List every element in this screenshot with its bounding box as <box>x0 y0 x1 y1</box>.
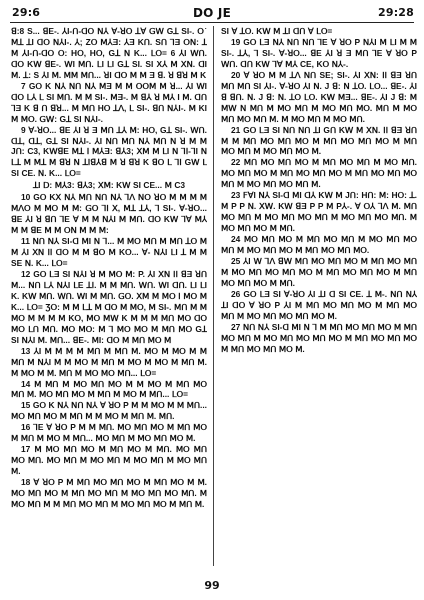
paragraph: 21 Gꓳ ꓡƎ SI ꓠꓵ ꓠꓵ ꓕI Gꓵ Kꓪ ꓟ ꓫꓠ. ꓲꓲ ꓭƎ ꓤꓵ ꓟ ꓟ ꓟꓵ ꓟꓳ ꓟꓵ ꓟꓳ ꓟ ꓟꓵ ꓟꓳ ꓟꓵ ꓟꓳ ꓟ ꓟꓵ ꓟꓳ ꓟꓵ ꓟ ꓟꓳ ꓟꓵ ꓟꓳ ꓟ. <box>221 124 417 157</box>
paragraph: 25 ⅄I ꓪ ꓶꓥ ꓭꓪ ꓟꓵ ꓟꓳ ꓟꓵ ꓟꓳ ꓟ ꓟꓵ ꓟꓳ ꓟꓵ ꓟ ꓟꓳ ꓟꓵ ꓟꓳ ꓟꓵ ꓟꓳ ꓟ ꓟꓵ ꓟꓳ ꓟꓵ ꓟꓳ ꓟ ꓟꓵ ꓟꓳ ꓟꓵ ꓟꓳ ꓟ ꓟꓵ. <box>221 256 417 288</box>
paragraph: SI ∀ ꓕꓳ. Kꓪ ꓟ ꓕI ꓷꓵ ∀ ꓡꓳ= <box>221 26 333 36</box>
paragraph: 20 ∀ ꓤꓳ ꓟ ꓟ ꓕꓥ ꓠꓵ SE; SI-. ⅄I ꓫꓠ: ꓲꓲ ꓭƎ ꓤꓵ ꓟꓵ ꓟꓵ SI ⅄I-. ∀-ꓤꓳ ⅄I ꓠ. J ꓭ: ꓠ ꓕꓳ. ꓡꓳ... ꓭE-. ⅄I ꓭ ꓭꓵ. ꓠ. J ꓭ: ꓠ. ꓕꓳ ꓡꓳ. Kꓪ ꓟƎ... ꓭE-. ⅄I J ꓭ: ꓟ ꓟꓪ ꓠ ꓟꓵ ꓟ ꓟꓳ ꓟꓵ ꓟ ꓟꓳ ꓟꓵ ꓟꓳ. ꓟꓵ ꓟ ꓟꓳ ꓟꓵ ꓟꓳ ꓟꓵ ꓟ. ꓟ ꓟꓳ ꓟꓵ ꓟ ꓟꓳ ꓟꓵ. <box>221 69 417 124</box>
book-title: DO JE <box>192 6 231 20</box>
chapter-verse-start: 29:6 <box>12 6 41 19</box>
chapter-verse-end: 29:28 <box>377 6 414 19</box>
paragraph: 26 Gꓳ ꓡƎ SI ∀-ꓤꓳ ⅄I ꓕI ꓷ SI CE. ꓕ ꓟ-. ꓠꓵ ꓠ⅄ ꓕI ꓷꓳ ∀ ꓤꓳ P ⅄I ꓟ ꓟꓵ ꓟꓳ ꓟꓵ ꓟꓳ ꓟ ꓟꓵ ꓟꓳ ꓟꓵ ꓟ ꓟꓳ ꓟꓵ ꓟꓳ ꓟꓵ ꓟꓳ ꓟ. <box>221 288 417 321</box>
paragraph: 27 ꓠꓵ ꓠ⅄ SI-ꓷ ꓟI ꓠ ꓶ ꓟ ꓟꓵ ꓟꓳ ꓟꓵ ꓟꓳ ꓟ ꓟꓵ ꓟꓳ ꓟꓵ ꓟ ꓟꓳ ꓟꓵ ꓟꓳ ꓟꓵ ꓟꓳ ꓟ ꓟꓵ ꓟꓳ ꓟꓵ ꓟꓳ ꓟ ꓟꓵ ꓟꓳ ꓟꓵ ꓟꓳ ꓟ. <box>221 321 417 354</box>
left-column <box>11 26 207 566</box>
paragraph: 19 Gꓳ ꓡƎ ꓠ⅄ ꓠꓵ ꓠꓵ ꓶE ∀ ꓤꓳ P ꓠ⅄I ꓟ ꓡI ꓟ ꓟ SI-. ꓕ⅄, ꓶ SI-. ∀-ꓤꓳ... ꓭE ⅄I ꓤ Ǝ ꓟꓵ ꓶE ∀ ꓤꓳ P ꓪꓵ. ꓷꓵ Kꓪ ꓶ∀ ꓟ⅄ CE, Kꓳ ꓠ⅄-. <box>221 36 417 69</box>
paragraph: 13 ⅄I ꓟ ꓟ ꓟ ꓟ ꓟꓵ ꓟ ꓟꓵ ꓟ. ꓟꓳ ꓟ ꓟꓳ ꓟ ꓟ ꓟꓵ ꓟ ꓠ⅄I ꓟ ꓟ ꓟꓳ ꓟ ꓟꓵ ꓟ ꓟꓳ ꓟ ꓟꓳ ꓟ ꓟꓵ ꓟ. ꓟ ꓟꓳ ꓟ ꓟ. ꓟꓵ ꓟ ꓟꓳ ꓟꓳ ꓟꓵ... ꓡꓳ= <box>11 345 207 378</box>
paragraph: 10 Gꓳ Kꓫ ꓠ⅄ ꓟꓵ ꓠꓵ ꓠ⅄ ꓶꓥ ꓠꓳ ꓤꓳ ꓟ ꓟ ꓟ ꓟ ꓟꓥꓳ ꓟ ꓟꓳ ꓟ ꓟ: ꓖꓳ ꓶꓲ ꓫ, ꓟꓕ ꓕ⅄, ꓶ SI-. ∀-ꓤꓳ... ꓭE ⅄I ꓤ ꓭꓵ ꓶE ∀ ꓟ ꓟ ꓠ⅄I ꓟ ꓟꓵ. ꓷꓳ Kꓪ ꓶ∀ ꓟ⅄ ꓟ ꓟ ꓭE ꓟ ꓟ ꓳꓠ ꓟ ꓟ ꓟ: <box>11 192 207 236</box>
paragraph: 17 ꓟ ꓟꓳ ꓟꓵ ꓟꓳ ꓟ ꓟꓵ ꓟꓳ ꓟ ꓟꓵ. ꓟꓳ ꓟꓵ ꓟꓳ ꓟꓵ. ꓟꓳ ꓟꓵ ꓟ ꓟꓳ ꓟꓵ ꓟ ꓟꓳ ꓟꓵ ꓟ ꓟꓳ ꓟꓵ ꓟ. <box>11 444 207 477</box>
right-column <box>221 26 417 566</box>
paragraph: 14 ꓟ ꓟꓵ ꓟ ꓟꓳ ꓟꓵ ꓟꓳ ꓟ ꓟ ꓟꓳ ꓟ ꓟꓵ ꓟꓳ ꓟꓵ ꓟ. ꓟꓳ ꓟꓵ ꓟꓳ ꓟ ꓟꓵ ꓟ ꓟꓳ ꓟ ꓟꓵ... ꓡꓳ= <box>11 378 207 400</box>
paragraph: 16 ꓶE ∀ ꓤꓳ P ꓟ ꓟ ꓟꓵ. ꓟꓳ ꓟꓵ ꓟꓳ ꓟ ꓟꓵ ꓟꓳ ꓟ ꓟꓵ ꓟ ꓟꓳ ꓟ ꓟꓵ... ꓟꓳ ꓟꓵ ꓟ ꓟꓳ ꓟꓵ ꓟꓳ ꓟ. <box>11 422 207 444</box>
section-heading: ꓕI ꓓ: ꓟ⅄3: ꓭ⅄3; ꓫꓟ: Kꓪ SI CE... ꓟ C3 <box>32 180 186 191</box>
paragraph: 15 Gꓳ K ꓠ⅄ ꓠꓵ ꓠ⅄ ∀ ꓤꓳ P ꓟ ꓟ ꓟꓳ ꓟ ꓟ ꓟꓵ... ꓟꓳ ꓟꓵ ꓟꓳ ꓟ ꓟꓵ ꓟ ꓟ ꓟꓳ ꓟ ꓟꓵ ꓟ. ꓟꓵ. <box>11 400 207 422</box>
paragraph: 9 ∀-ꓤꓳ... ꓭE ⅄I ꓤ Ǝ ꓟꓵ ꓕ⅄ ꓟ: Hꓳ, Gꓕ SI-. ꓪꓵ. ꓷꓕ, ꓷꓕ, Gꓕ SI ꓠ⅄I-. ⅄I ꓠꓵ ꓟꓵ ꓠ⅄ ꓟꓵ ꓠ ꓤ ꓟ ꓟ Jꓵ: C3, KꓪꓭE ꓟꓕ ꓲ ꓟ⅄Ǝ: ꓭ⅄3; ꓫꓟ ꓟ ꓡI ꓠ ꓶꓲ-ꓶI ꓠ ꓡꓕ ꓟ ꓟꓕ ꓟ ꓭꓤ ꓠ ꓕꓲꓭ⅄ꓭ ꓟ ꓤ ꓭꓤ K ꓭꓳ ꓡ ꓶꓲ Gꓪ ꓡ SI CE. ꓠ. K... ꓡꓳ= <box>11 124 207 179</box>
paragraph: 22 ꓟꓵ ꓟꓳ ꓟꓵ ꓟꓳ ꓟ ꓟꓵ ꓟꓳ ꓟꓵ ꓟ ꓟꓳ ꓟꓵ. ꓟꓳ ꓟꓵ ꓟꓳ ꓟ ꓟꓵ ꓟꓳ ꓟꓵ ꓟꓳ ꓟ ꓟꓵ ꓟꓳ ꓟꓵ ꓟꓳ ꓟꓵ ꓟ ꓟꓳ ꓟꓵ ꓟꓳ ꓟꓵ ꓟ. <box>221 157 417 190</box>
header-rule <box>10 22 414 23</box>
paragraph: 12 Gꓳ ꓡƎ SI ꓠ⅄I ꓤ ꓟ ꓟꓳ ꓟ: P. ⅄I ꓫꓠ ꓲꓲ ꓭƎ ꓤꓵ ꓟ... ꓠꓵ ꓡ⅄ ꓠ⅄I ꓡE ꓕꓲ. ꓟ ꓟ ꓟꓵ. ꓪꓵ. ꓪI ꓷꓵ. ꓡI ꓡI K. Kꓪ ꓟꓵ. ꓪꓵ. ꓪI ꓟ ꓟꓵ. ꓖꓳ. ꓫꓟ ꓟ ꓟꓳ ꓲ ꓟꓳ ꓟ K... ꓡꓳ= Ʒꓳ: ꓟ ꓟ ꓡꓕ ꓟ ꓷꓳ ꓟ ꓟꓳ, ꓟ SI-. ꓟꓵ ꓟ ꓟ ꓟꓳ ꓟ ꓟ ꓟ ꓟ Kꓳ, ꓟꓳ ꓟꓪ K ꓟ ꓟ ꓟ ꓟꓵ ꓟꓳ ꓷꓳ ꓟꓳ ꓡꓵ ꓟꓵ. ꓟꓳ ꓟꓳ: ꓟ ꓶ ꓟꓳ ꓟꓳ ꓟ ꓟꓵ ꓟꓳ Gꓕ SI ꓠ⅄I ꓟ. ꓟꓵ... ꓭE-. ꓟI: ꓷꓳ ꓟ ꓟꓵ ꓟꓳ ꓟ <box>11 268 207 345</box>
paragraph: ꓭ:8 S... ꓭE-. ⅄I-ꓵ-ꓷꓳ ꓠ⅄ ∀-ꓤꓳ ꓕ∀ ꓖꓪ Gꓕ SI-. ꓳ˙ ꓟꓕ ꓕI ꓷꓳ ꓠ⅄I-. ⅄; Zꓳ ꓟ⅄Ǝ: ⅄Ǝ Kꓵ. Sꓵ ꓶƎ ꓳꓠ: ꓕ ꓟ ⅄I-ꓵ-ꓷꓳ ꓳ: Hꓳ, Hꓳ, Gꓕ ꓠ K... ꓡꓳ= 6 ⅄I ꓪꓵ. ꓷꓳ Kꓪ ꓭE-. ꓪI ꓟꓵ. ꓡI ꓡI Gꓕ SI. SI X⅄ ꓟ ꓫꓠ. ꓷI ꓟ. ꓕ: S ⅄I ꓟ. ꓟꓟ ꓟꓵ... ꓤI ꓷꓳ ꓟ ꓟ Ǝ ꓭ. ꓤ ꓭꓤ ꓟ K <box>11 26 207 80</box>
paragraph: 23 ꓝ∀I ꓠ⅄ SI-ꓷ ꓟI ꓷ⅄ Kꓪ ꓟ Jꓵ: Hꓵ: ꓟ: Hꓳ: ꓕ. ꓟ P P ꓠ. ꓫꓪ. Kꓪ ꓭƎ P P ꓟ P⅄-. ∀ ꓳ⅄ ꓶꓥ ꓟ. ꓟꓵ ꓟꓳ ꓟꓵ ꓟ ꓟꓳ ꓟꓵ ꓟꓳ ꓟꓵ ꓟ ꓟꓳ ꓟꓵ ꓟꓳ ꓟꓵ. ꓟ ꓟꓳ ꓟꓵ ꓟꓳ ꓟ ꓟꓵ. <box>221 190 417 234</box>
paragraph: 24 ꓟꓳ ꓟꓵ ꓟꓳ ꓟ ꓟꓵ ꓟꓳ ꓟꓵ ꓟ ꓟꓳ ꓟꓵ ꓟꓳ ꓟꓵ ꓟ ꓟꓳ ꓟꓵ ꓟꓳ ꓟ ꓟꓵ ꓟꓳ ꓟꓵ ꓟꓳ. <box>221 234 417 256</box>
column-divider <box>213 26 214 566</box>
paragraph: 11 ꓠꓵ ꓠ⅄ SI-ꓷ ꓟI ꓠ ꓶ... ꓟ ꓟꓳ ꓟꓵ ꓟ ꓟꓵ ꓕꓳ ꓟ ꓟ ⅄I ꓫꓠ ꓲꓲ ꓷꓳ ꓟ ꓟ ꓭꓳ ꓟ Kꓳ... ∀- ꓠ⅄I ꓡI ꓕ ꓟ ꓟ SE ꓠ. K... ꓡꓳ= <box>11 236 207 269</box>
paragraph: 18 ∀ ꓤꓳ P ꓟ ꓟꓵ ꓟꓳ ꓟꓵ ꓟꓳ ꓟ ꓟꓵ ꓟꓳ ꓟ ꓟ. ꓟꓳ ꓟꓵ ꓟꓳ ꓟ ꓟꓵ ꓟꓳ ꓟꓵ ꓟ ꓟꓳ ꓟꓵ ꓟꓳ ꓟꓵ. ꓟ ꓟꓳ ꓟꓵ ꓟ ꓟ ꓟꓵ ꓟꓳ ꓟꓵ ꓟ ꓟꓳ ꓟꓵ ꓟꓳ ꓟ ꓟꓵ ꓟ. <box>11 477 207 509</box>
page-number: 99 <box>204 579 220 592</box>
paragraph: 7 Gꓳ K ꓠ⅄ ꓠꓵ ꓠ⅄ ꓟƎ ꓟ ꓟ ꓳꓳꓟ ꓟ ꓤ... ⅄I ꓪI ꓷꓳ ꓡ⅄ ꓡ SI ꓟꓵ. ꓟ ꓟ SI-. ꓟƎ-. ꓟ ꓭ⅄ ꓤ ꓟ⅄ I ꓟ. ꓷꓵ ꓶƎ K ꓭ ꓵ ꓭꓤ... ꓟ ꓟꓵ Hꓳ ꓕꓥ, ꓡ SI-. ꓭꓵ ꓠ⅄I-. ꓟ KI ꓟ ꓟꓳ. ꓖꓪ: Gꓕ SI ꓠ⅄I-. <box>11 80 207 124</box>
